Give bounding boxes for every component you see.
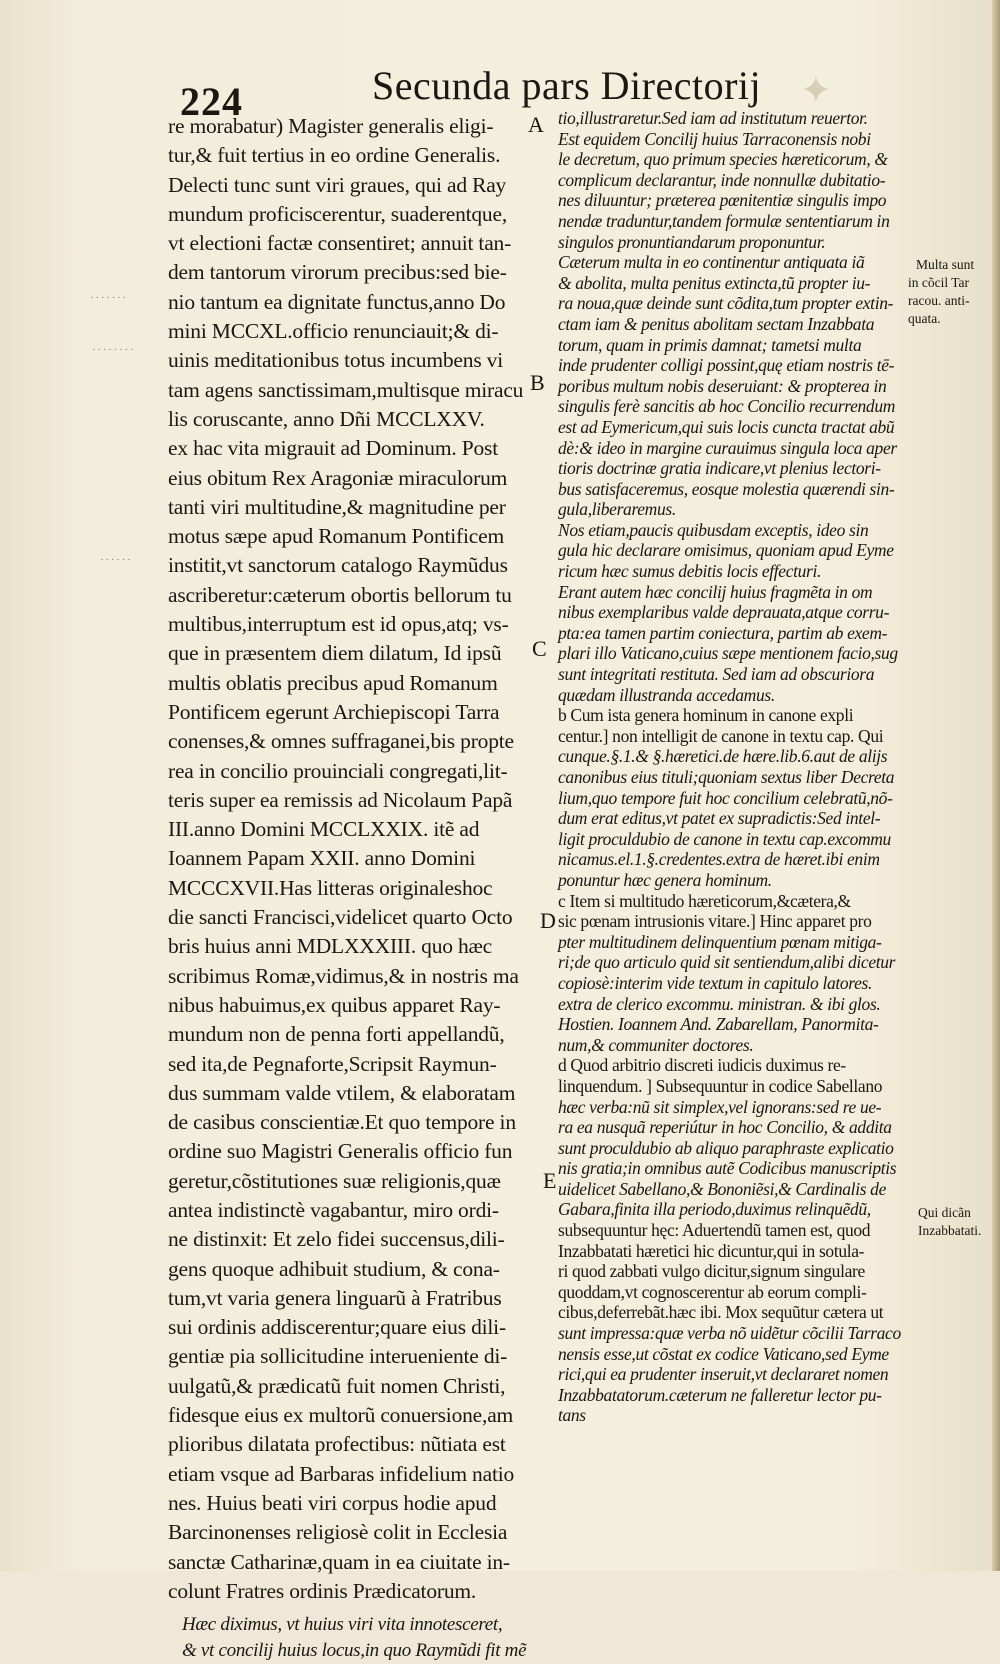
- text-line: lium,quo tempore fuit hoc concilium celebratũ,nõ-: [558, 787, 893, 808]
- text-line: tam agens sanctissimam,multisque miracu: [168, 377, 524, 402]
- text-line: sic pœnam intrusionis vitare.] Hinc apparet pro: [558, 911, 872, 932]
- running-title: Secunda pars Directorij: [372, 63, 762, 108]
- text-line: tum,vt varia genera linguarũ à Fratribus: [168, 1285, 502, 1310]
- text-line: sui ordinis addiscerentur;quare eius dili-: [168, 1315, 506, 1340]
- text-line: vt electioni factæ consentiret; annuit tan-: [168, 231, 512, 256]
- text-line: ctam iam & penitus abolitam sectam Inzabbata: [558, 313, 875, 334]
- text-line: rea in concilio prouinciali congregati,lit-: [168, 758, 508, 783]
- text-line: Ioannem Papam XXII. anno Domini: [168, 846, 476, 871]
- text-line: ne distinxit: Et zelo fidei succensus,dili-: [168, 1227, 505, 1252]
- text-line: Est equidem Concilij huius Tarraconensis nobi: [558, 128, 871, 149]
- text-line: plari illo Vaticano,cuius sæpe mentionem facio,sug: [558, 643, 898, 664]
- text-line: Inzabbatati hæretici hic dicuntur,qui in sotula-: [558, 1240, 865, 1261]
- section-marker-b: B: [530, 370, 545, 395]
- text-line: subsequuntur hęc: Aduertendũ tamen est, quod: [558, 1220, 871, 1241]
- text-line: geretur,cõstitutiones suæ religionis,quæ: [168, 1168, 501, 1193]
- text-line: pter multitudinem delinquentium pœnam mitiga-: [558, 931, 882, 952]
- bleed-through-mark: · · · · · · · ·: [92, 344, 134, 356]
- margin-note: Qui dicãn: [918, 1205, 971, 1220]
- text-line: Delecti tunc sunt viri graues, qui ad Ray: [168, 172, 507, 197]
- text-line: dum erat editus,vt patet ex supradictis:Sed intel-: [558, 808, 881, 829]
- text-line: ex hac vita migrauit ad Dominum. Post: [168, 436, 498, 461]
- text-line: Hæc diximus, vt huius viri vita innotesceret,: [182, 1614, 503, 1636]
- text-line: III.anno Domini MCCLXXIX. itẽ ad: [168, 817, 480, 842]
- text-line: Barcinonenses religiosè colit in Ecclesia: [168, 1520, 508, 1545]
- text-line: nensis esse,ut cõstat ex codice Vaticano,sed Eyme: [558, 1343, 889, 1364]
- text-line: c Item si multitudo hæreticorum,&cætera,&: [558, 890, 851, 911]
- text-line: mundum non de penna forti appellandũ,: [168, 1022, 505, 1047]
- text-line: fidesque eius ex multorũ conuersione,am: [168, 1403, 514, 1428]
- text-line: Pontificem egerunt Archiepiscopi Tarra: [168, 699, 500, 724]
- bleed-through-mark: · · · · · · ·: [90, 292, 126, 304]
- text-line: extra de clerico excommu. ministran. & ibi glos.: [558, 993, 881, 1014]
- text-line: torum, quam in primis damnat; tametsi multa: [558, 334, 862, 355]
- text-line: tioris doctrinæ gratia indicare,vt plenius lectori-: [558, 458, 881, 479]
- text-line: gula,liberaremus.: [558, 499, 676, 520]
- text-line: nibus habuimus,ex quibus apparet Ray-: [168, 992, 501, 1017]
- text-line: Nos etiam,paucis quibusdam exceptis, ideo sin: [558, 519, 869, 540]
- text-line: MCCCXVII.Has litteras originaleshoc: [168, 875, 493, 900]
- text-line: tanti viri multitudine,& magnitudine per: [168, 494, 506, 519]
- text-line: est ad Eymericum,qui suis locis cuncta tractat abũ: [558, 416, 895, 437]
- text-line: teris super ea remissis ad Nicolaum Papã: [168, 787, 513, 812]
- left-column: [168, 112, 527, 1664]
- text-line: uinis meditationibus totus incumbens vi: [168, 348, 503, 373]
- section-marker-d: D: [540, 908, 556, 933]
- text-line: tur,& fuit tertius in eo ordine Generalis.: [168, 143, 501, 168]
- text-line: tans: [558, 1405, 586, 1426]
- text-line: cunque.§.1.& §.hæretici.de hære.lib.6.aut de alijs: [558, 746, 888, 767]
- text-line: conenses,& omnes suffraganei,bis propte: [168, 729, 514, 754]
- text-line: ligit proculdubio de canone in textu cap.excommu: [558, 828, 891, 849]
- section-marker-a: A: [528, 112, 544, 137]
- text-line: nes. Huius beati viri corpus hodie apud: [168, 1490, 497, 1515]
- text-line: multis oblatis precibus apud Romanum: [168, 670, 498, 695]
- text-line: sunt impressa:quæ verba nõ uidẽtur cõcilii Tarraco: [558, 1323, 901, 1344]
- text-line: colunt Fratres ordinis Prædicatorum.: [168, 1578, 477, 1603]
- text-line: eius obitum Rex Aragoniæ miraculorum: [168, 465, 508, 490]
- text-line: inde prudenter colligi possint,quę etiam nostris tē-: [558, 355, 895, 376]
- bleed-through-mark: · · · · · ·: [100, 554, 131, 566]
- text-line: rici,qui ea prudenter inseruit,vt declararet nomen: [558, 1364, 889, 1385]
- margin-note: Multa sunt: [916, 257, 975, 272]
- text-line: tio,illustraretur.Sed iam ad institutum reuertor.: [558, 108, 868, 128]
- text-line: Gabara,finita illa periodo,duximus relinquẽdũ,: [558, 1199, 871, 1220]
- text-line: uulgatũ,& prædicatũ fuit nomen Christi,: [168, 1373, 506, 1398]
- text-line: nio tantum ea dignitate functus,anno Do: [168, 289, 506, 314]
- text-line: nendæ traduntur,tandem formulæ sententiarum in: [558, 210, 890, 231]
- text-line: lis coruscante, anno Dñi MCCLXXV.: [168, 406, 485, 431]
- text-line: gens quoque adhibuit studium, & cona-: [168, 1256, 500, 1281]
- text-line: Inzabbatatorum.cæterum ne falleretur lector pu-: [558, 1384, 882, 1405]
- text-line: gentiæ pia sollicitudine interueniente di-: [168, 1344, 508, 1369]
- text-line: le decretum, quo primum species hæreticorum, &: [558, 149, 888, 170]
- text-line: uidelicet Sabellano,& Bononiẽsi,& Cardinalis de: [558, 1178, 887, 1199]
- text-line: dus summam valde vtilem, & elaboratam: [168, 1080, 516, 1105]
- text-line: plioribus dilatata profectibus: nũtiata est: [168, 1432, 506, 1457]
- text-line: que in præsentem diem dilatum, Id ipsũ: [168, 641, 502, 666]
- text-line: re morabatur) Magister generalis eligi-: [168, 114, 494, 138]
- text-line: Cæterum multa in eo continentur antiquata iã: [558, 252, 865, 273]
- text-line: singulos pronuntiandarum proponuntur.: [558, 231, 826, 252]
- text-line: num,& communiter doctores.: [558, 1034, 754, 1055]
- text-line: copiosè:interim vide textum in capitulo latores.: [558, 972, 873, 993]
- text-line: poribus multum nobis deseruiant: & propterea in: [558, 375, 887, 396]
- text-line: nes diluuntur; præterea pœnitentiæ singulis impo: [558, 190, 887, 211]
- text-line: dè:& ideo in margine curauimus singula loca aper: [558, 437, 897, 458]
- text-line: ra ea nusquã reperiútur in hoc Concilio, & addita: [558, 1117, 892, 1138]
- text-line: & abolita, multa penitus extincta,tũ propter iu-: [558, 272, 871, 293]
- text-line: ordine suo Magistri Generalis officio fun: [168, 1139, 513, 1164]
- text-line: hæc verba:nũ sit simplex,vel ignorans:sed re ue-: [558, 1096, 882, 1117]
- text-line: quædam illustranda accedamus.: [558, 684, 775, 705]
- text-line: complicum declarantur, inde nonnullæ dubitatio-: [558, 169, 886, 190]
- page-edge: [992, 0, 1000, 1571]
- text-line: canonibus eius tituli;quoniam sextus liber Decreta: [558, 767, 895, 787]
- bleed-through-mark: ✦: [800, 70, 832, 112]
- section-marker-c: C: [532, 636, 547, 661]
- text-line: bus satisfaceremus, eosque molestia quærendi sin-: [558, 478, 895, 499]
- text-line: de casibus conscientiæ.Et quo tempore in: [168, 1110, 516, 1135]
- text-line: cibus,deferrebãt.hæc ibi. Mox sequũtur cætera ut: [558, 1302, 884, 1323]
- text-line: ponuntur hæc genera hominum.: [558, 869, 772, 890]
- margin-note: racou. anti-: [908, 293, 970, 308]
- text-line: & vt concilij huius locus,in quo Raymũdi fit mẽ: [182, 1640, 527, 1662]
- text-line: dem tantorum virorum precibus:sed bie-: [168, 260, 507, 285]
- text-line: ra noua,quæ deinde sunt cõdita,tum propter extin-: [558, 293, 894, 314]
- text-line: singulis ferè sancitis ab hoc Concilio recurrendum: [558, 396, 896, 417]
- text-line: nis gratia;in omnibus autẽ Codicibus manuscriptis: [558, 1158, 897, 1179]
- text-line: sunt proculdubio ab aliquo paraphraste explicatio: [558, 1137, 894, 1158]
- text-line: ri;de quo articulo quid sit sentiendum,alibi dicetur: [558, 952, 896, 973]
- text-line: mini MCCXL.officio renunciauit;& di-: [168, 319, 499, 344]
- section-marker-e: E: [543, 1168, 557, 1193]
- text-line: sanctæ Catharinæ,quam in ea ciuitate in-: [168, 1549, 510, 1574]
- text-line: Hostien. Ioannem And. Zabarellam, Panormita-: [558, 1014, 879, 1035]
- text-line: institit,vt sanctorum catalogo Raymũdus: [168, 553, 508, 578]
- right-column: [558, 108, 908, 1426]
- text-line: b Cum ista genera hominum in canone expli: [558, 705, 854, 726]
- margin-note: in cõcil Tar: [908, 275, 970, 290]
- text-line: pta:ea tamen partim coniectura, partim ab exem-: [558, 622, 888, 643]
- text-line: bris huius anni MDLXXXIII. quo hæc: [168, 934, 493, 959]
- text-line: gula hic declarare omisimus, quoniam apud Eyme: [558, 540, 894, 561]
- text-line: scribimus Romæ,vidimus,& in nostris ma: [168, 963, 519, 988]
- text-line: d Quod arbitrio discreti iudicis duximus re-: [558, 1055, 846, 1076]
- text-line: motus sæpe apud Romanum Pontificem: [168, 524, 504, 549]
- text-line: mundum proficiscerentur, suaderentque,: [168, 201, 508, 226]
- text-line: die sancti Francisci,videlicet quarto Octo: [168, 905, 513, 930]
- text-line: ricum hæc sumus debitis locis effecturi.: [558, 561, 822, 582]
- margin-note: Inzabbatati.: [918, 1223, 982, 1238]
- page-number: 224: [180, 79, 243, 124]
- text-line: nibus exemplaribus valde deprauata,atque corru-: [558, 602, 890, 623]
- text-line: etiam vsque ad Barbaras infidelium natio: [168, 1461, 515, 1486]
- text-line: ascriberetur:cæterum obortis bellorum tu: [168, 582, 512, 607]
- text-line: centur.] non intelligit de canone in textu cap. Qui: [558, 725, 884, 746]
- text-line: antea indistinctè vagabantur, miro ordi-: [168, 1197, 499, 1222]
- text-line: sunt integritati restituta. Sed iam ad obscuriora: [558, 664, 875, 685]
- margin-note: quata.: [908, 311, 941, 326]
- text-line: Erant autem hæc concilij huius fragmẽta in om: [558, 581, 873, 602]
- text-line: sed ita,de Pegnaforte,Scripsit Raymun-: [168, 1051, 497, 1076]
- text-line: quoddam,vt cognoscerentur ab eorum compli-: [558, 1281, 867, 1302]
- text-line: multibus,interruptum est id opus,atq; vs-: [168, 612, 509, 637]
- text-line: nicamus.el.1.§.credentes.extra de hæret.ibi enim: [558, 849, 880, 870]
- text-line: linquendum. ] Subsequuntur in codice Sabellano: [558, 1075, 883, 1096]
- text-line: ri quod zabbati vulgo dicitur,signum singulare: [558, 1261, 865, 1282]
